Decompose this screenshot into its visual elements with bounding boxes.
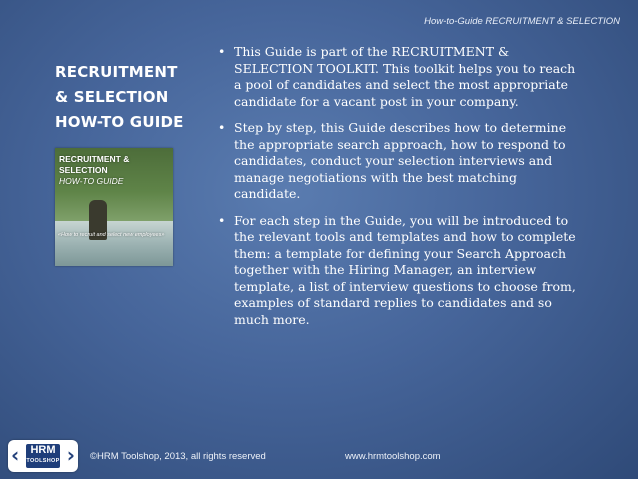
bullet-dot-icon: •: [218, 44, 226, 59]
bullet-item: [218, 120, 578, 203]
bullet-text: This Guide is part of the RECRUITMENT & SELECTION TOOLKIT. This toolkit helps you to reach a pool of candidates and select the most appropriate candidate for a vacant post in your company.: [234, 44, 576, 109]
title-line: & SELECTION: [55, 88, 169, 106]
title-line: HOW-TO GUIDE: [55, 113, 184, 131]
logo-subtext: TOOLSHOP: [26, 458, 60, 464]
cover-subtitle: HOW-TO GUIDE: [59, 176, 124, 186]
logo-text: HRM: [30, 444, 56, 456]
bullet-dot-icon: •: [218, 212, 226, 228]
page-title: [55, 60, 205, 135]
copyright-text: ©HRM Toolshop, 2013, all rights reserved: [90, 451, 266, 462]
hrm-toolshop-logo[interactable]: [8, 440, 78, 472]
chevron-right-icon[interactable]: ›: [66, 443, 75, 467]
header-title: How-to-Guide RECRUITMENT & SELECTION: [424, 16, 620, 27]
bullet-text: Step by step, this Guide describes how to determine the appropriate search approach, how to respond to candidates, conduct your selection interviews and manage negotiations with the best matching candidate.: [234, 120, 567, 201]
cover-tagline: «How to recruit and select new employees»: [58, 232, 165, 238]
bullet-dot-icon: •: [218, 120, 226, 135]
logo-mark: [26, 444, 60, 468]
bullet-text: For each step in the Guide, you will be introduced to the relevant tools and templates and how to complete them: a template for defining your Search Approach together with the Hiring Manager, an interview template, a list of interview questions to choose from, examples of standard replies to candidates and so much more.: [234, 212, 576, 327]
guide-cover-image: [55, 148, 173, 266]
website-link[interactable]: www.hrmtoolshop.com: [345, 451, 441, 462]
chevron-left-icon[interactable]: ‹: [11, 443, 20, 467]
bullet-item: [218, 213, 578, 329]
cover-water: [55, 221, 173, 266]
title-line: RECRUITMENT: [55, 63, 178, 81]
bullet-list: [218, 44, 578, 338]
cover-title-line: RECRUITMENT &: [59, 154, 130, 164]
bullet-item: [218, 44, 578, 110]
cover-title-line: SELECTION: [59, 165, 108, 175]
